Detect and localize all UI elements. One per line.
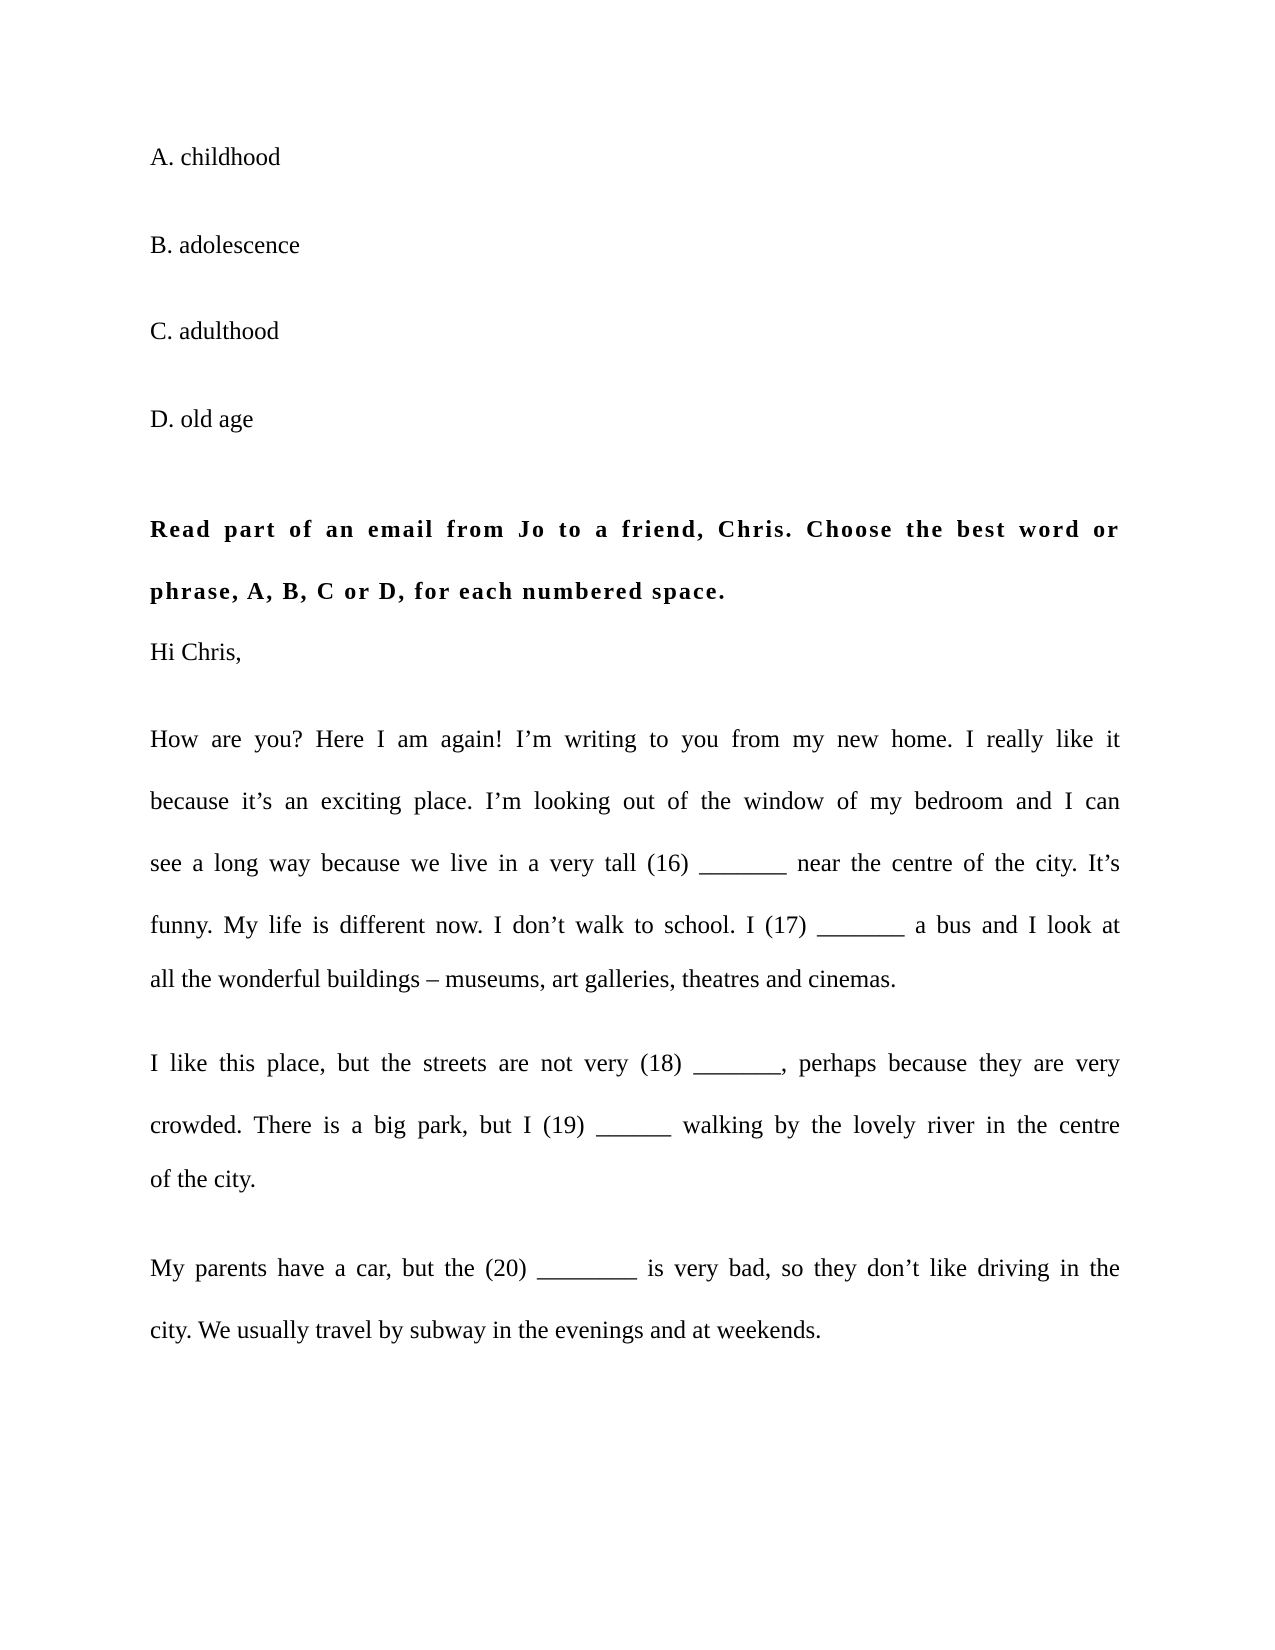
email-paragraph-2 [150, 1033, 1120, 1203]
paragraph-line: crowded. There is a big park, but I (19) ______ walking by the lovely river in the centre [150, 1112, 1120, 1139]
answer-option-c: C. adulthood [150, 318, 280, 345]
paragraph-line: see a long way because we live in a very tall (16) _______ near the centre of the city. It’s [150, 850, 1120, 877]
answer-option-a: A. childhood [150, 144, 281, 171]
paragraph-line: city. We usually travel by subway in the evenings and at weekends. [150, 1317, 822, 1344]
paragraph-line: How are you? Here I am again! I’m writing to you from my new home. I really like it [150, 726, 1120, 753]
task-instructions: Read part of an email from Jo to a friend, Chris. Choose the best word or phrase, A, B, C or D, for each numbered space. [150, 517, 1120, 605]
answer-option-d: D. old age [150, 406, 254, 433]
paragraph-line: of the city. [150, 1166, 256, 1193]
email-greeting [150, 622, 1120, 684]
email-paragraph-1 [150, 709, 1120, 1003]
paragraph-line: all the wonderful buildings – museums, art galleries, theatres and cinemas. [150, 966, 897, 993]
paragraph-line: funny. My life is different now. I don’t walk to school. I (17) _______ a bus and I look at [150, 912, 1120, 939]
paragraph-line: My parents have a car, but the (20) ________ is very bad, so they don’t like driving in the [150, 1255, 1120, 1282]
paragraph-line: because it’s an exciting place. I’m looking out of the window of my bedroom and I can [150, 788, 1120, 815]
greeting-line: Hi Chris, [150, 639, 242, 666]
answer-option-b: B. adolescence [150, 232, 300, 259]
email-paragraph-3 [150, 1238, 1120, 1362]
paragraph-line: I like this place, but the streets are not very (18) _______, perhaps because they are very [150, 1050, 1120, 1077]
